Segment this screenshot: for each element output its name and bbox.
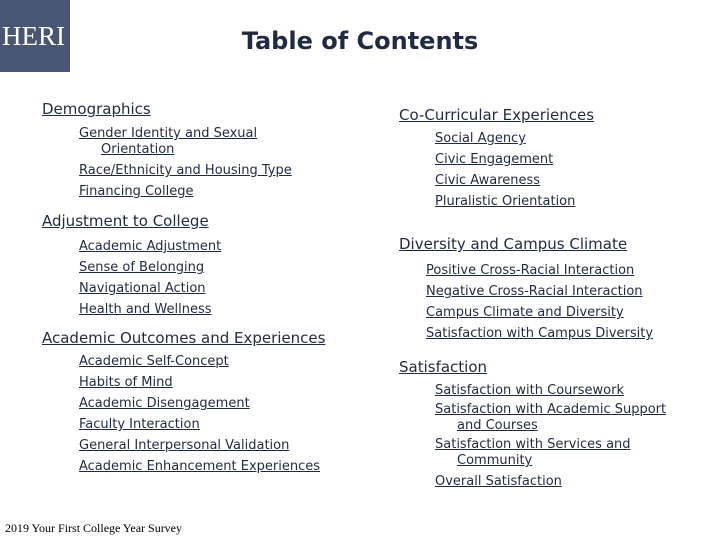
diversity-items (399, 260, 653, 344)
link-habits-of-mind[interactable]: Habits of Mind (79, 375, 173, 390)
logo-text: HERI (2, 20, 65, 51)
link-social-agency[interactable]: Social Agency (435, 131, 526, 146)
link-financing-college[interactable]: Financing College (79, 184, 194, 199)
satisfaction-items (399, 380, 666, 492)
section-heading-adjustment[interactable]: Adjustment to College (42, 212, 209, 230)
link-academic-self-concept[interactable]: Academic Self-Concept (79, 354, 229, 369)
link-overall-satisfaction[interactable]: Overall Satisfaction (435, 474, 562, 489)
demographics-items (42, 125, 292, 202)
page-title: Table of Contents (241, 27, 479, 55)
cocurricular-items (399, 128, 594, 212)
link-gender-identity[interactable] (79, 125, 292, 158)
section-heading-demographics[interactable]: Demographics (42, 100, 151, 118)
link-academic-disengagement[interactable]: Academic Disengagement (79, 396, 250, 411)
link-interpersonal-validation[interactable]: General Interpersonal Validation (79, 438, 290, 453)
footer-survey-name: 2019 Your First College Year Survey (5, 521, 183, 535)
section-outcomes (42, 329, 325, 477)
link-satisfaction-academic-support[interactable] (435, 401, 666, 434)
link-campus-climate[interactable]: Campus Climate and Diversity (426, 305, 624, 320)
section-heading-cocurricular[interactable]: Co-Curricular Experiences (399, 106, 595, 124)
link-faculty-interaction[interactable]: Faculty Interaction (79, 417, 200, 432)
link-satisfaction-services-line1: Satisfaction with Services and (435, 437, 631, 452)
section-satisfaction (399, 358, 666, 492)
section-demographics (42, 100, 292, 202)
link-academic-enhancement[interactable]: Academic Enhancement Experiences (79, 459, 321, 474)
link-health-wellness[interactable]: Health and Wellness (79, 302, 212, 317)
section-cocurricular (399, 106, 594, 212)
link-satisfaction-services-line2: Community (457, 453, 533, 468)
link-academic-adjustment[interactable]: Academic Adjustment (79, 239, 222, 254)
link-satisfaction-services[interactable] (435, 436, 666, 469)
section-heading-diversity[interactable]: Diversity and Campus Climate (399, 235, 628, 253)
outcomes-items (42, 351, 325, 477)
link-satisfaction-campus-diversity[interactable]: Satisfaction with Campus Diversity (426, 326, 654, 341)
link-satisfaction-academic-support-line2: and Courses (457, 418, 538, 433)
link-navigational-action[interactable]: Navigational Action (79, 281, 206, 296)
link-satisfaction-coursework[interactable]: Satisfaction with Coursework (435, 383, 624, 398)
link-gender-identity-line1: Gender Identity and Sexual (79, 126, 258, 141)
link-satisfaction-academic-support-line1: Satisfaction with Academic Support (435, 402, 667, 417)
link-civic-engagement[interactable]: Civic Engagement (435, 152, 554, 167)
link-race-ethnicity[interactable]: Race/Ethnicity and Housing Type (79, 163, 292, 178)
link-civic-awareness[interactable]: Civic Awareness (435, 173, 541, 188)
section-heading-satisfaction[interactable]: Satisfaction (399, 358, 488, 376)
section-adjustment (42, 212, 221, 320)
link-sense-of-belonging[interactable]: Sense of Belonging (79, 260, 205, 275)
link-gender-identity-line2: Orientation (101, 142, 175, 157)
link-positive-cross-racial[interactable]: Positive Cross-Racial Interaction (426, 263, 635, 278)
link-pluralistic-orientation[interactable]: Pluralistic Orientation (435, 194, 576, 209)
adjustment-items (42, 236, 221, 320)
section-diversity (399, 235, 653, 344)
link-negative-cross-racial[interactable]: Negative Cross-Racial Interaction (426, 284, 643, 299)
section-heading-outcomes[interactable]: Academic Outcomes and Experiences (42, 329, 326, 347)
